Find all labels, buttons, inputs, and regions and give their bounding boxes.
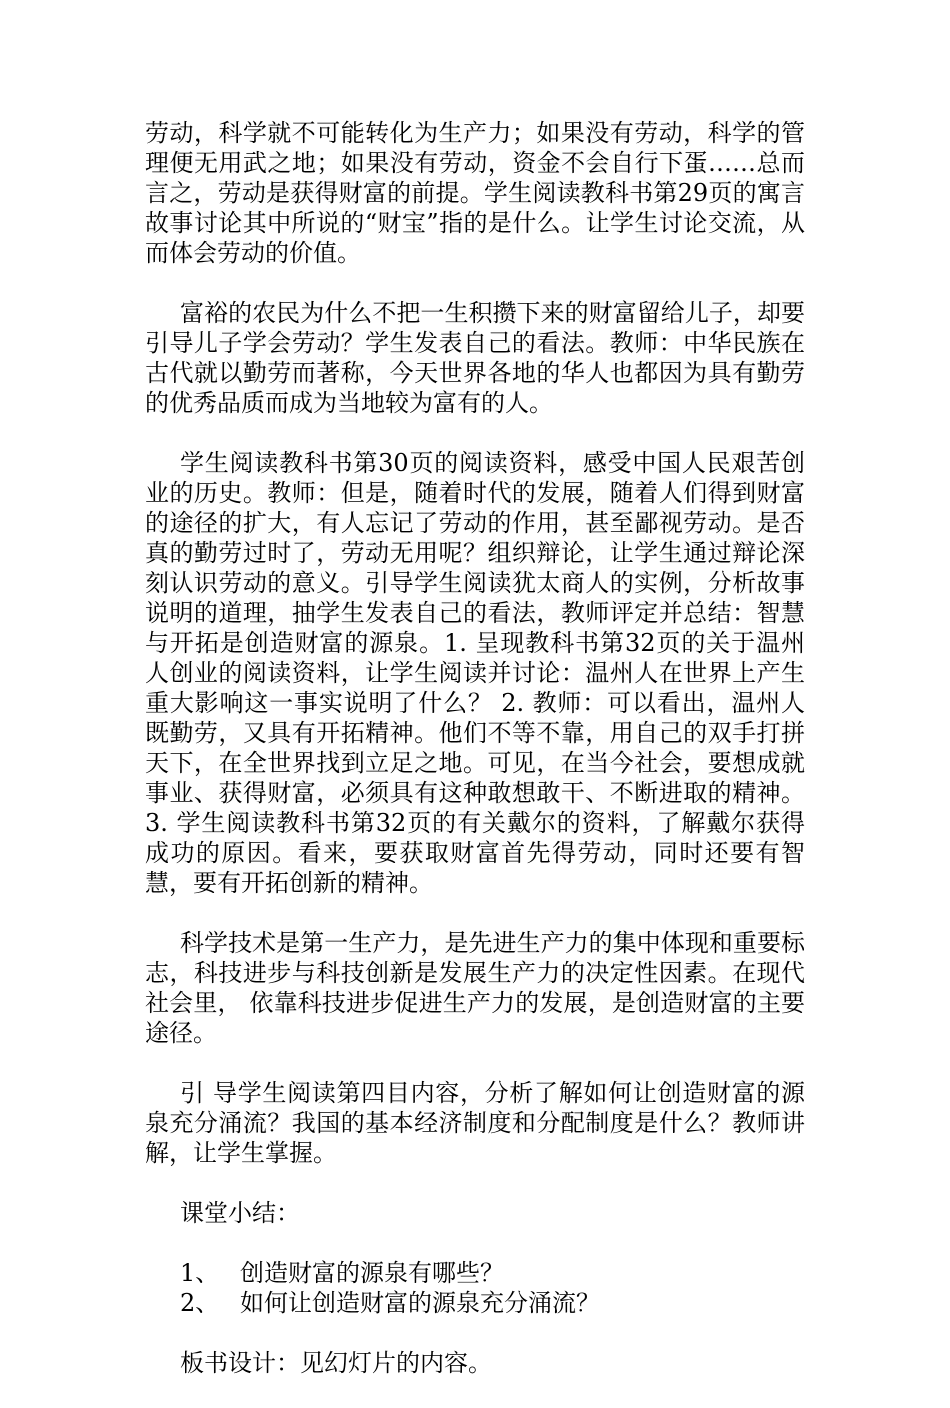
summary-heading: 课堂小结： bbox=[180, 1199, 300, 1227]
summary-item bbox=[180, 1258, 805, 1288]
paragraph-wisdom-pioneering: 学生阅读教科书第30页的阅读资料，感受中国人民艰苦创业的历史。教师：但是，随着时代的发展，随着人们得到财富的途径的扩大，有人忘记了劳动的作用，甚至鄙视劳动。是否真的勤劳过时了，劳动无用呢？组织辩论，让学生通过辩论深刻认识劳动的意义。引导学生阅读犹太商人的实例，分析故事说明的道理，抽学生发表自己的看法，教师评定并总结：智慧与开拓是创造财富的源泉。1. 呈现教科书第32页的关于温州人创业的阅读资料，让学生阅读并讨论：温州人在世界上产生重大影响这一事实说明了什么？ 2. 教师：可以看出，温州人既勤劳，又具有开拓精神。他们不等不靠，用自己的双手打拼天下，在全世界找到立足之地。可见，在当今社会，要想成就事业、获得财富，必须具有这种敢想敢干、不断进取的精神。3. 学生阅读教科书第32页的有关戴尔的资料，了解戴尔获得成功的原因。看来，要获取财富首先得劳动，同时还要有智慧，要有开拓创新的精神。 bbox=[145, 449, 805, 897]
document-page bbox=[145, 118, 805, 1408]
paragraph-farmer-story: 富裕的农民为什么不把一生积攒下来的财富留给儿子，却要引导儿子学会劳动？学生发表自己的看法。教师：中华民族在古代就以勤劳而著称，今天世界各地的华人也都因为具有勤劳的优秀品质而成为当地较为富有的人。 bbox=[145, 299, 805, 417]
summary-list bbox=[180, 1258, 805, 1318]
summary-item-number: 1、 bbox=[180, 1259, 220, 1287]
summary-item-text: 创造财富的源泉有哪些？ bbox=[240, 1259, 504, 1287]
paragraph-labor-premise: 劳动，科学就不可能转化为生产力；如果没有劳动，科学的管理便无用武之地；如果没有劳动，资金不会自行下蛋……总而言之，劳动是获得财富的前提。学生阅读教科书第29页的寓言故事讨论其中所说的“财宝”指的是什么。让学生讨论交流，从而体会劳动的价值。 bbox=[145, 119, 805, 267]
summary-item bbox=[180, 1288, 805, 1318]
summary-item-number: 2、 bbox=[180, 1289, 220, 1317]
paragraph-distribution-system: 引 导学生阅读第四目内容，分析了解如何让创造财富的源泉充分涌流？我国的基本经济制度和分配制度是什么？教师讲解，让学生掌握。 bbox=[145, 1079, 805, 1167]
paragraph-science-technology: 科学技术是第一生产力，是先进生产力的集中体现和重要标志，科技进步与科技创新是发展生产力的决定性因素。在现代社会里， 依靠科技进步促进生产力的发展，是创造财富的主要途径。 bbox=[145, 929, 805, 1047]
board-design-note: 板书设计：见幻灯片的内容。 bbox=[180, 1349, 492, 1377]
summary-item-text: 如何让创造财富的源泉充分涌流？ bbox=[240, 1289, 600, 1317]
